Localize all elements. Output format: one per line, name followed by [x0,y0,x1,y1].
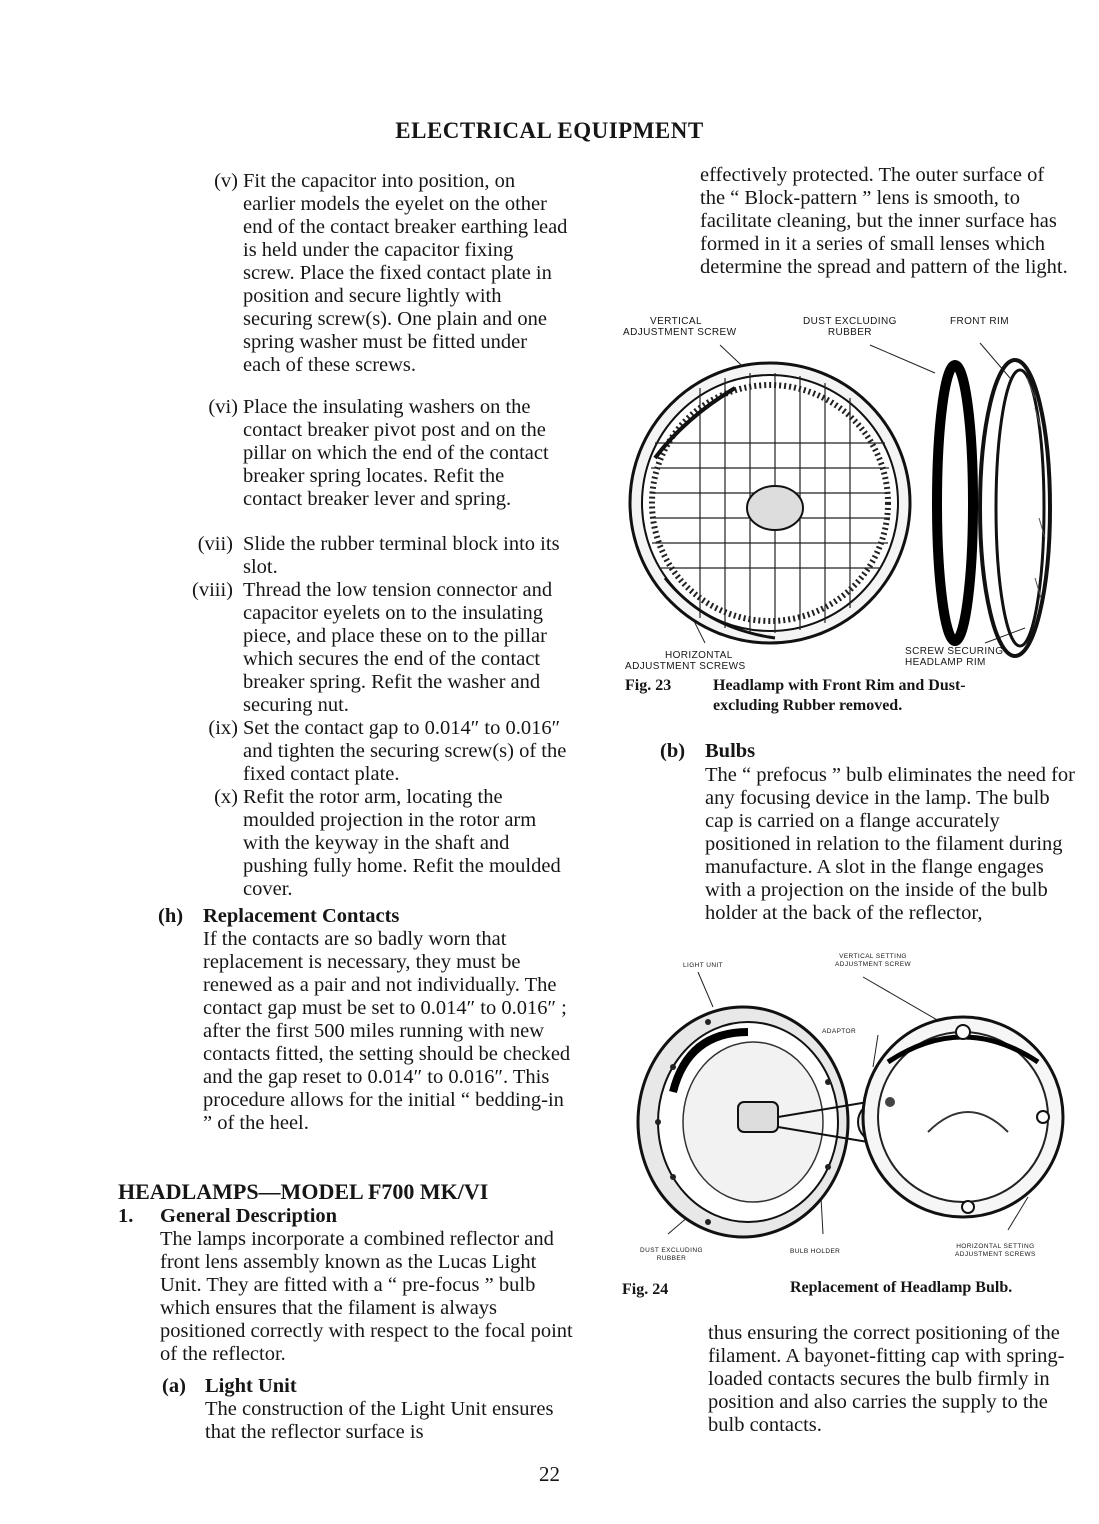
list-text: Slide the rubber terminal block into its slot. [243,533,560,578]
label-line: RUBBER [656,1255,687,1262]
label-line: VERTICAL SETTING [839,953,907,960]
light-unit-heading: Light Unit [205,1375,297,1397]
label-line: FRONT RIM [950,316,1009,327]
label-line: HORIZONTAL [665,650,733,661]
fig24-label-light-unit [683,962,723,970]
label-line: LIGHT UNIT [683,962,723,969]
label-line: RUBBER [827,327,872,338]
label-line: SCREW SECURING [905,646,1004,657]
fig23-caption-line1: Headlamp with Front Rim and Dust- [713,677,966,694]
replacement-number: (h) [158,905,184,927]
list-text: Set the contact gap to 0.014″ to 0.016″ and tighten the securing screw(s) of the fixed contact plate. [243,717,567,785]
label-line: ADJUSTMENT SCREW [835,961,911,968]
list-number: (vi) [208,396,238,418]
replacement-text: If the contacts are so badly worn that replacement is necessary, they must be renewed as a pair and not individually. The contact gap must be set to 0.014″ to 0.016″ ; after the first 500 miles running with new contacts fitted, the setting should be checked and the gap reset to 0.014″ to 0.016″. This procedure allows for the initial “ bedding-in ” of the heel. [203,928,571,1134]
label-line: HORIZONTAL SETTING [956,1243,1035,1250]
fig23-number: Fig. 23 [625,677,672,694]
fig23-label-vertical-adjustment-screw [623,316,737,338]
list-number: (x) [214,786,238,808]
page-title: ELECTRICAL EQUIPMENT [395,118,704,143]
general-text: The lamps incorporate a combined reflector and front lens assembly known as the Lucas Light Unit. They are fitted with a “ pre-focus ” bulb which ensures that the filament is always positioned correctly with respect to the focal point of the reflector. [160,1228,573,1365]
list-number: (v) [214,170,238,192]
list-text: Fit the capacitor into position, on earlier models the eyelet on the other end of the contact breaker earthing lead is held under the capacitor fixing screw. Place the fixed contact plate in position and secure lightly with securing screw(s). One plain and one spring washer must be fitted under each of these screws. [243,170,568,376]
general-heading: General Description [160,1205,338,1227]
label-line: ADJUSTMENT SCREW [623,327,737,338]
fig23-label-dust-excluding-rubber [803,316,897,338]
fig24-caption: Replacement of Headlamp Bulb. [790,1279,1013,1296]
list-text: Refit the rotor arm, locating the moulded projection in the rotor arm with the keyway in the shaft and pushing fully home. Refit the moulded cover. [243,786,561,900]
bulbs-text: The “ prefocus ” bulb eliminates the need for any focusing device in the lamp. The bulb cap is carried on a flange accurately positioned in relation to the filament during manufacture. A slot in the flange engages with a projection on the inside of the bulb holder at the back of the reflector, [705,764,1075,924]
fig23-headlamp-illustration [625,338,1065,658]
page-number: 22 [539,1462,560,1486]
label-line: BULB HOLDER [790,1248,841,1255]
label-line: ADJUSTMENT SCREWS [625,661,746,672]
bulbs-heading: Bulbs [705,740,756,762]
right-intro-text: effectively protected. The outer surface of the “ Block-pattern ” lens is smooth, to facilitate cleaning, but the inner surface has formed in it a series of small lenses which determine the spread and pattern of the light. [700,164,1068,278]
list-number: (ix) [208,717,238,739]
general-number: 1. [118,1205,134,1227]
fig24-label-bulb-holder [790,1248,840,1256]
right-closing-text: thus ensuring the correct positioning of the filament. A bayonet-fitting cap with spring-loaded contacts secures the bulb firmly in position and also carries the supply to the bulb contacts. [708,1322,1065,1436]
light-unit-number: (a) [162,1375,186,1397]
bulbs-number: (b) [660,740,686,762]
fig24-bulb-replacement-illustration [628,972,1068,1242]
light-unit-text: The construction of the Light Unit ensures that the reflector surface is [205,1398,554,1443]
label-line: DUST EXCLUDING [640,1247,703,1254]
list-number: (vii) [197,533,233,555]
list-text: Place the insulating washers on the contact breaker pivot post and on the pillar on which the end of the contact breaker spring locates. Refit the contact breaker lever and spring. [243,396,549,510]
label-line: DUST EXCLUDING [803,316,897,327]
label-line: ADAPTOR [822,1028,857,1035]
fig24-label-horizontal-setting-adjustment-screws [955,1243,1036,1259]
list-text: Thread the low tension connector and capacitor eyelets on to the insulating piece, and place these on to the pillar which secures the end of the contact breaker spring. Refit the washer and securing nut. [243,579,553,716]
label-line: HEADLAMP RIM [905,657,986,668]
label-line: ADJUSTMENT SCREWS [955,1251,1036,1258]
fig23-caption-line2: excluding Rubber removed. [713,697,903,714]
fig24-label-vertical-setting-adjustment-screw [835,953,911,969]
section-heading: HEADLAMPS—MODEL F700 MK/VI [118,1179,489,1204]
list-number: (viii) [192,579,233,601]
replacement-heading: Replacement Contacts [203,905,400,927]
fig24-label-dust-excluding-rubber [640,1247,703,1263]
label-line: VERTICAL [650,316,702,327]
fig24-number: Fig. 24 [622,1281,669,1298]
fig23-label-front-rim [950,316,1009,327]
